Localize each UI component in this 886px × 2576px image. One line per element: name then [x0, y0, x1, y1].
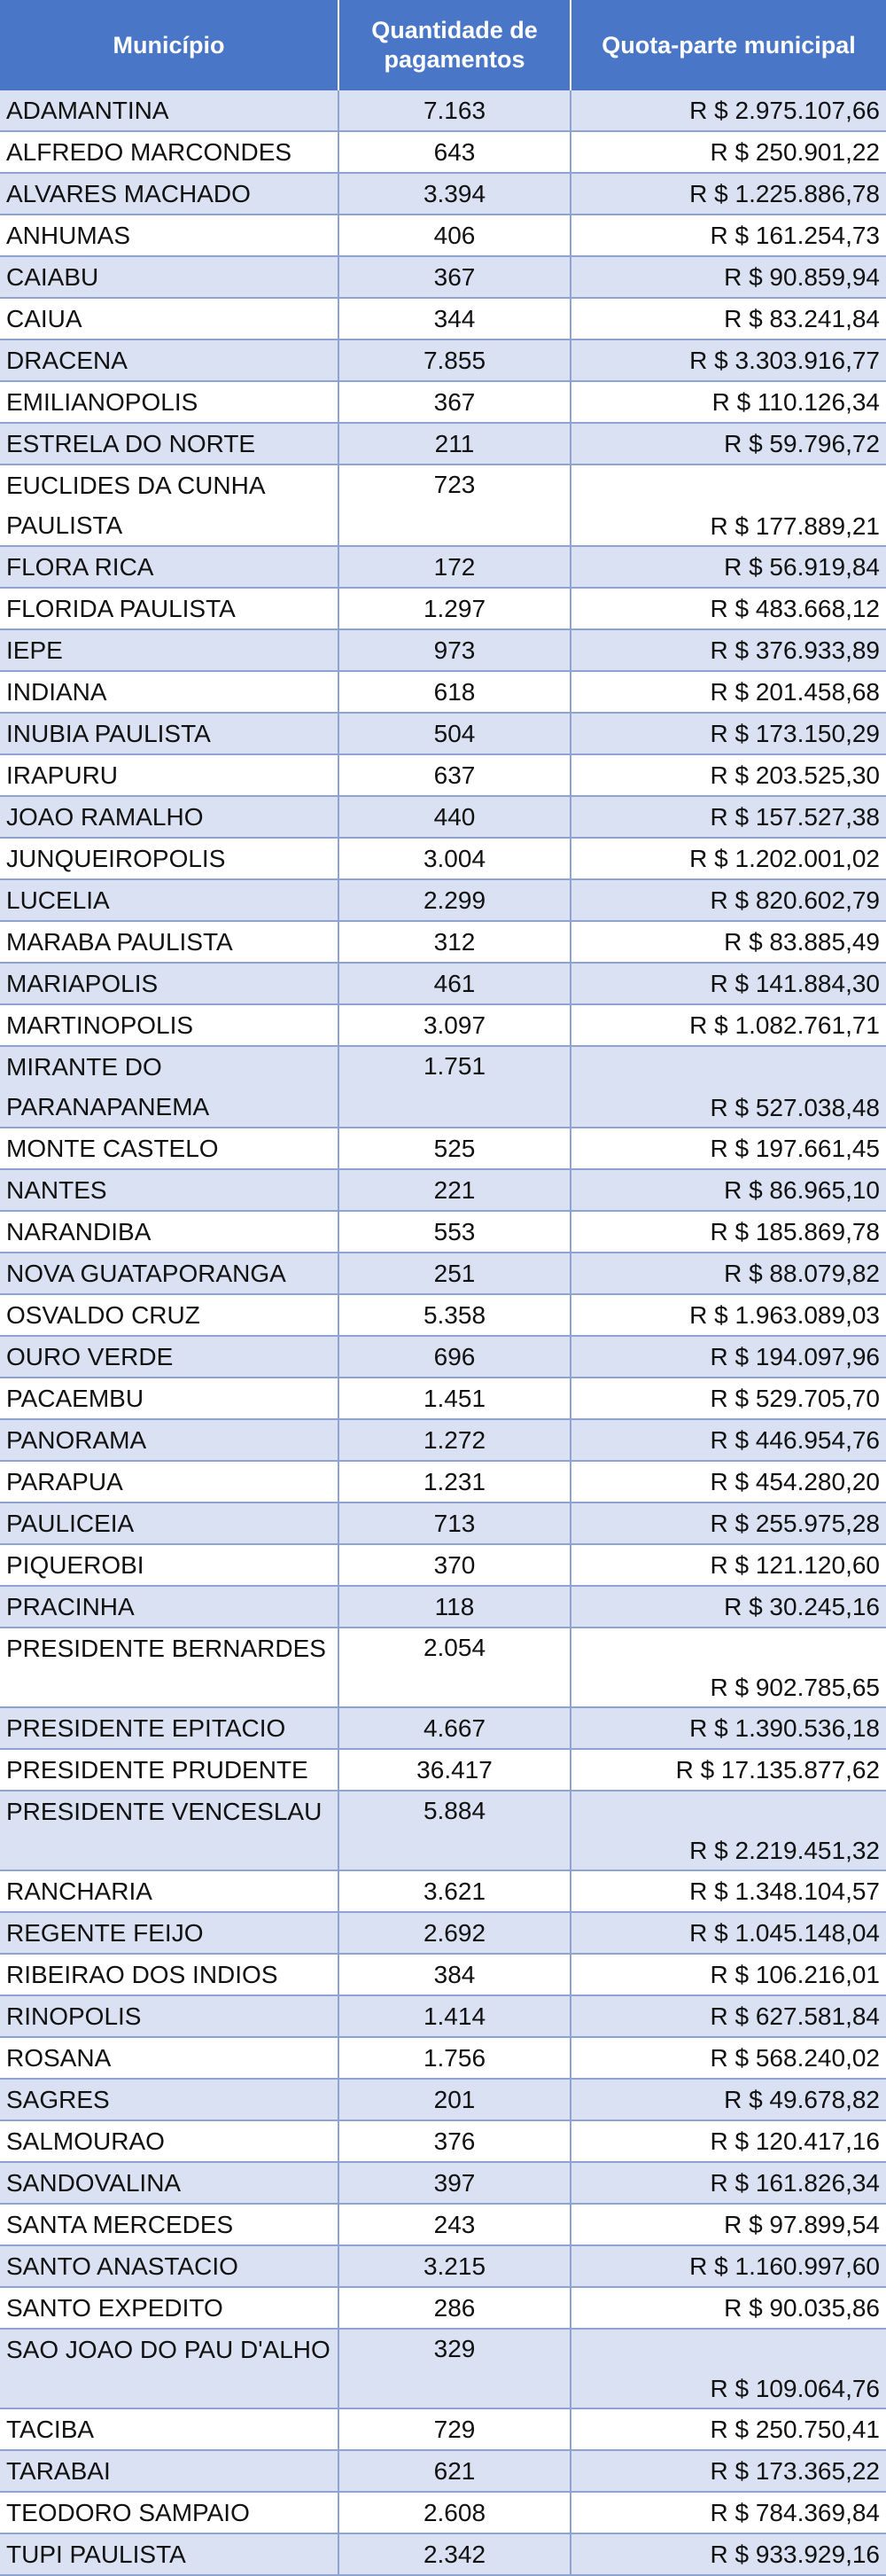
municipio-cell: JUNQUEIROPOLIS	[0, 838, 338, 879]
quota-cell: R $ 529.705,70	[571, 1378, 886, 1419]
municipio-cell: SAO JOAO DO PAU D'ALHO	[0, 2329, 338, 2408]
table-body	[0, 90, 886, 2575]
header-row	[0, 0, 886, 90]
table-row	[0, 1870, 886, 1912]
quota-cell: R $ 106.216,01	[571, 1954, 886, 1995]
quota-cell: R $ 173.150,29	[571, 713, 886, 754]
quantidade-cell: 5.884	[338, 1791, 571, 1870]
quantidade-cell: 376	[338, 2120, 571, 2162]
table-row	[0, 1046, 886, 1128]
municipio-cell: IRAPURU	[0, 754, 338, 796]
quota-cell: R $ 90.035,86	[571, 2287, 886, 2329]
quantidade-cell: 713	[338, 1503, 571, 1544]
table-row	[0, 1419, 886, 1461]
quota-cell: R $ 121.120,60	[571, 1544, 886, 1586]
table-row	[0, 2162, 886, 2204]
table-row	[0, 1169, 886, 1211]
table-row	[0, 340, 886, 381]
quantidade-cell: 406	[338, 215, 571, 256]
municipio-cell: SANTO EXPEDITO	[0, 2287, 338, 2329]
quantidade-cell: 637	[338, 754, 571, 796]
municipio-cell: TARABAI	[0, 2450, 338, 2492]
quota-cell: R $ 86.965,10	[571, 1169, 886, 1211]
quota-cell: R $ 376.933,89	[571, 629, 886, 671]
quantidade-cell: 643	[338, 131, 571, 173]
quota-cell: R $ 120.417,16	[571, 2120, 886, 2162]
table-row	[0, 2079, 886, 2120]
municipio-cell: OURO VERDE	[0, 1336, 338, 1378]
table-row	[0, 1503, 886, 1544]
quantidade-cell: 2.342	[338, 2533, 571, 2575]
table-row	[0, 713, 886, 754]
quota-cell: R $ 97.899,54	[571, 2204, 886, 2245]
municipio-cell: MARIAPOLIS	[0, 963, 338, 1004]
municipio-cell: PRESIDENTE PRUDENTE	[0, 1749, 338, 1791]
quantidade-cell: 3.097	[338, 1004, 571, 1046]
quantidade-cell: 1.756	[338, 2037, 571, 2079]
quantidade-cell: 1.231	[338, 1461, 571, 1503]
table-row	[0, 2329, 886, 2408]
table-row	[0, 963, 886, 1004]
table-row	[0, 1128, 886, 1169]
quota-cell: R $ 250.750,41	[571, 2408, 886, 2450]
header-quota: Quota-parte municipal	[571, 0, 886, 90]
quantidade-cell: 621	[338, 2450, 571, 2492]
table-row	[0, 1791, 886, 1870]
quantidade-cell: 367	[338, 256, 571, 298]
table-row	[0, 2245, 886, 2287]
quota-cell: R $ 3.303.916,77	[571, 340, 886, 381]
municipio-cell: INUBIA PAULISTA	[0, 713, 338, 754]
municipio-cell: ANHUMAS	[0, 215, 338, 256]
quota-cell: R $ 201.458,68	[571, 671, 886, 713]
municipio-cell: TEODORO SAMPAIO	[0, 2492, 338, 2533]
table-row	[0, 1749, 886, 1791]
quota-cell: R $ 255.975,28	[571, 1503, 886, 1544]
municipio-cell: MARTINOPOLIS	[0, 1004, 338, 1046]
quota-cell: R $ 157.527,38	[571, 796, 886, 838]
quota-cell: R $ 177.889,21	[571, 464, 886, 546]
quantidade-cell: 2.299	[338, 879, 571, 921]
quota-cell: R $ 1.348.104,57	[571, 1870, 886, 1912]
quota-cell: R $ 49.678,82	[571, 2079, 886, 2120]
table-row	[0, 2120, 886, 2162]
quantidade-cell: 329	[338, 2329, 571, 2408]
table-row	[0, 2408, 886, 2450]
quantidade-cell: 1.451	[338, 1378, 571, 1419]
table-row	[0, 1211, 886, 1253]
table-row	[0, 2492, 886, 2533]
quota-cell: R $ 820.602,79	[571, 879, 886, 921]
municipio-cell: ALFREDO MARCONDES	[0, 131, 338, 173]
quota-cell: R $ 1.082.761,71	[571, 1004, 886, 1046]
municipio-cell: IEPE	[0, 629, 338, 671]
quantidade-cell: 3.004	[338, 838, 571, 879]
quota-cell: R $ 1.202.001,02	[571, 838, 886, 879]
municipio-cell: RIBEIRAO DOS INDIOS	[0, 1954, 338, 1995]
quantidade-cell: 1.297	[338, 588, 571, 629]
quantidade-cell: 211	[338, 423, 571, 464]
table-row	[0, 1954, 886, 1995]
quota-cell: R $ 161.254,73	[571, 215, 886, 256]
quota-cell: R $ 173.365,22	[571, 2450, 886, 2492]
quantidade-cell: 2.608	[338, 2492, 571, 2533]
table-row	[0, 1586, 886, 1628]
quantidade-cell: 7.855	[338, 340, 571, 381]
quantidade-cell: 221	[338, 1169, 571, 1211]
quantidade-cell: 243	[338, 2204, 571, 2245]
quota-cell: R $ 2.975.107,66	[571, 90, 886, 131]
municipio-cell: PACAEMBU	[0, 1378, 338, 1419]
table-row	[0, 879, 886, 921]
table-row	[0, 298, 886, 340]
municipio-cell: MONTE CASTELO	[0, 1128, 338, 1169]
quota-cell: R $ 1.045.148,04	[571, 1912, 886, 1954]
municipio-cell: FLORIDA PAULISTA	[0, 588, 338, 629]
table-row	[0, 215, 886, 256]
quota-cell: R $ 203.525,30	[571, 754, 886, 796]
quantidade-cell: 2.692	[338, 1912, 571, 1954]
municipio-cell: PRACINHA	[0, 1586, 338, 1628]
quantidade-cell: 397	[338, 2162, 571, 2204]
quantidade-cell: 7.163	[338, 90, 571, 131]
quantidade-cell: 973	[338, 629, 571, 671]
table-row	[0, 1707, 886, 1749]
municipio-cell: PRESIDENTE VENCESLAU	[0, 1791, 338, 1870]
municipio-cell: ROSANA	[0, 2037, 338, 2079]
municipio-cell: NOVA GUATAPORANGA	[0, 1253, 338, 1294]
table-row	[0, 671, 886, 713]
quantidade-cell: 3.621	[338, 1870, 571, 1912]
quantidade-cell: 440	[338, 796, 571, 838]
quantidade-cell: 618	[338, 671, 571, 713]
quota-cell: R $ 1.160.997,60	[571, 2245, 886, 2287]
table-row	[0, 1544, 886, 1586]
quota-cell: R $ 784.369,84	[571, 2492, 886, 2533]
table-row	[0, 629, 886, 671]
municipio-cell: NANTES	[0, 1169, 338, 1211]
municipio-cell: MIRANTE DO PARANAPANEMA	[0, 1046, 338, 1128]
quantidade-cell: 696	[338, 1336, 571, 1378]
table-row	[0, 1995, 886, 2037]
quantidade-cell: 3.215	[338, 2245, 571, 2287]
municipio-cell: LUCELIA	[0, 879, 338, 921]
quota-cell: R $ 185.869,78	[571, 1211, 886, 1253]
quota-cell: R $ 1.390.536,18	[571, 1707, 886, 1749]
quota-cell: R $ 83.241,84	[571, 298, 886, 340]
table-row	[0, 546, 886, 588]
quantidade-cell: 525	[338, 1128, 571, 1169]
quantidade-cell: 2.054	[338, 1628, 571, 1707]
table-row	[0, 1336, 886, 1378]
quota-cell: R $ 56.919,84	[571, 546, 886, 588]
municipio-cell: MARABA PAULISTA	[0, 921, 338, 963]
quota-cell: R $ 90.859,94	[571, 256, 886, 298]
table-row	[0, 1378, 886, 1419]
quota-cell: R $ 527.038,48	[571, 1046, 886, 1128]
table-row	[0, 838, 886, 879]
quota-cell: R $ 30.245,16	[571, 1586, 886, 1628]
quota-cell: R $ 483.668,12	[571, 588, 886, 629]
table-row	[0, 1004, 886, 1046]
municipio-cell: EMILIANOPOLIS	[0, 381, 338, 423]
quota-cell: R $ 568.240,02	[571, 2037, 886, 2079]
table-row	[0, 464, 886, 546]
table-row	[0, 1294, 886, 1336]
municipio-cell: PANORAMA	[0, 1419, 338, 1461]
quota-cell: R $ 197.661,45	[571, 1128, 886, 1169]
quota-cell: R $ 161.826,34	[571, 2162, 886, 2204]
table-row	[0, 2450, 886, 2492]
table-row	[0, 90, 886, 131]
municipio-cell: CAIUA	[0, 298, 338, 340]
municipio-cell: FLORA RICA	[0, 546, 338, 588]
quota-cell: R $ 59.796,72	[571, 423, 886, 464]
municipio-cell: ADAMANTINA	[0, 90, 338, 131]
table-row	[0, 423, 886, 464]
quota-cell: R $ 627.581,84	[571, 1995, 886, 2037]
municipio-cell: EUCLIDES DA CUNHA PAULISTA	[0, 464, 338, 546]
quantidade-cell: 5.358	[338, 1294, 571, 1336]
table-row	[0, 1253, 886, 1294]
quantidade-cell: 1.414	[338, 1995, 571, 2037]
municipio-cell: RINOPOLIS	[0, 1995, 338, 2037]
quantidade-cell: 553	[338, 1211, 571, 1253]
quota-cell: R $ 1.225.886,78	[571, 173, 886, 215]
quantidade-cell: 3.394	[338, 173, 571, 215]
quantidade-cell: 286	[338, 2287, 571, 2329]
quantidade-cell: 370	[338, 1544, 571, 1586]
quota-cell: R $ 88.079,82	[571, 1253, 886, 1294]
header-quantidade: Quantidade de pagamentos	[338, 0, 571, 90]
municipio-cell: SALMOURAO	[0, 2120, 338, 2162]
municipio-cell: NARANDIBA	[0, 1211, 338, 1253]
quota-cell: R $ 109.064,76	[571, 2329, 886, 2408]
municipio-cell: ESTRELA DO NORTE	[0, 423, 338, 464]
quota-cell: R $ 446.954,76	[571, 1419, 886, 1461]
table-row	[0, 173, 886, 215]
quantidade-cell: 201	[338, 2079, 571, 2120]
quantidade-cell: 729	[338, 2408, 571, 2450]
table-row	[0, 2037, 886, 2079]
table-row	[0, 381, 886, 423]
municipio-cell: TACIBA	[0, 2408, 338, 2450]
table-row	[0, 1912, 886, 1954]
municipio-cell: PRESIDENTE BERNARDES	[0, 1628, 338, 1707]
municipio-cell: SANTA MERCEDES	[0, 2204, 338, 2245]
quota-cell: R $ 83.885,49	[571, 921, 886, 963]
quantidade-cell: 4.667	[338, 1707, 571, 1749]
quota-cell: R $ 902.785,65	[571, 1628, 886, 1707]
quota-cell: R $ 454.280,20	[571, 1461, 886, 1503]
municipio-cell: ALVARES MACHADO	[0, 173, 338, 215]
table-row	[0, 754, 886, 796]
quota-cell: R $ 110.126,34	[571, 381, 886, 423]
quota-cell: R $ 933.929,16	[571, 2533, 886, 2575]
municipio-cell: INDIANA	[0, 671, 338, 713]
table-row	[0, 588, 886, 629]
table-row	[0, 1461, 886, 1503]
municipio-cell: PRESIDENTE EPITACIO	[0, 1707, 338, 1749]
table-row	[0, 921, 886, 963]
municipio-cell: JOAO RAMALHO	[0, 796, 338, 838]
quantidade-cell: 723	[338, 464, 571, 546]
municipio-cell: PAULICEIA	[0, 1503, 338, 1544]
quota-cell: R $ 17.135.877,62	[571, 1749, 886, 1791]
municipio-cell: DRACENA	[0, 340, 338, 381]
municipio-cell: SANDOVALINA	[0, 2162, 338, 2204]
table-row	[0, 256, 886, 298]
municipio-cell: SANTO ANASTACIO	[0, 2245, 338, 2287]
quantidade-cell: 384	[338, 1954, 571, 1995]
table-row	[0, 796, 886, 838]
municipio-cell: TUPI PAULISTA	[0, 2533, 338, 2575]
quota-cell: R $ 2.219.451,32	[571, 1791, 886, 1870]
quantidade-cell: 36.417	[338, 1749, 571, 1791]
municipio-cell: RANCHARIA	[0, 1870, 338, 1912]
municipio-cell: OSVALDO CRUZ	[0, 1294, 338, 1336]
table-row	[0, 1628, 886, 1707]
table-row	[0, 131, 886, 173]
municipio-cell: PIQUEROBI	[0, 1544, 338, 1586]
header-municipio: Município	[0, 0, 338, 90]
quantidade-cell: 118	[338, 1586, 571, 1628]
quota-cell: R $ 1.963.089,03	[571, 1294, 886, 1336]
quantidade-cell: 172	[338, 546, 571, 588]
quota-cell: R $ 250.901,22	[571, 131, 886, 173]
table-row	[0, 2204, 886, 2245]
quantidade-cell: 367	[338, 381, 571, 423]
municipio-cell: PARAPUA	[0, 1461, 338, 1503]
municipio-cell: SAGRES	[0, 2079, 338, 2120]
quantidade-cell: 1.751	[338, 1046, 571, 1128]
municipio-cell: CAIABU	[0, 256, 338, 298]
quantidade-cell: 251	[338, 1253, 571, 1294]
quantidade-cell: 312	[338, 921, 571, 963]
quantidade-cell: 461	[338, 963, 571, 1004]
quantidade-cell: 1.272	[338, 1419, 571, 1461]
table-row	[0, 2287, 886, 2329]
quantidade-cell: 344	[338, 298, 571, 340]
quota-cell: R $ 194.097,96	[571, 1336, 886, 1378]
quota-cell: R $ 141.884,30	[571, 963, 886, 1004]
quantidade-cell: 504	[338, 713, 571, 754]
table-row	[0, 2533, 886, 2575]
municipio-cell: REGENTE FEIJO	[0, 1912, 338, 1954]
